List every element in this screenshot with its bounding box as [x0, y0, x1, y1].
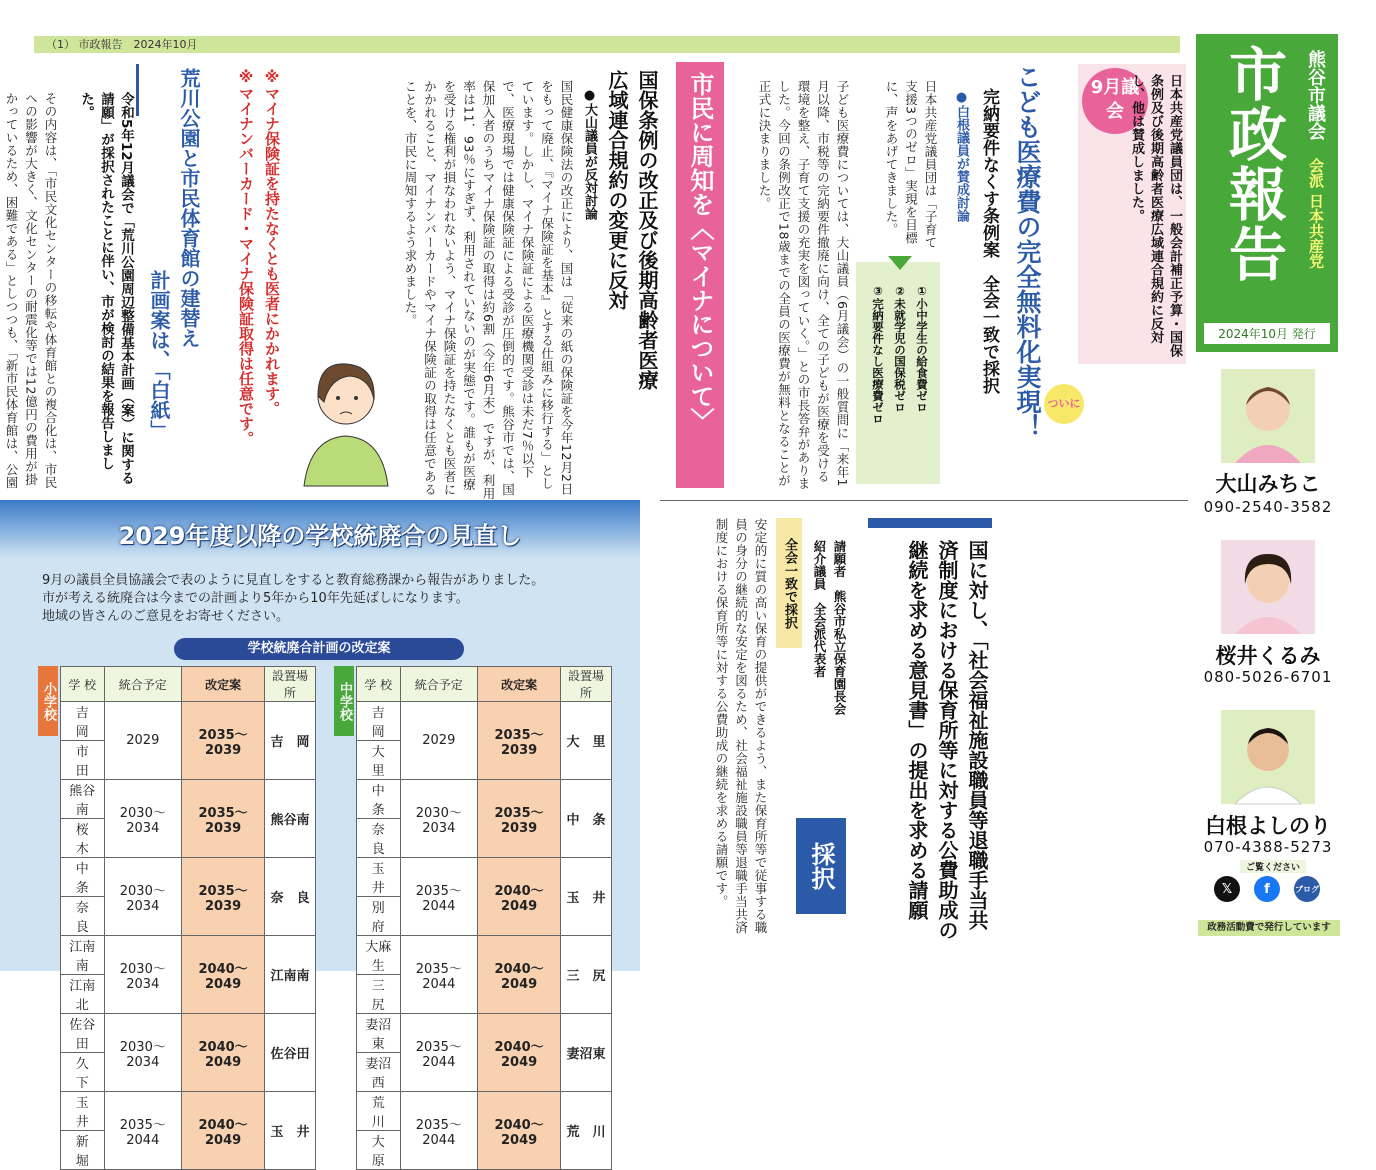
tsuini-badge: ついに: [1044, 384, 1084, 424]
revised-year: 2040～2049: [478, 858, 561, 936]
table-row: [357, 1092, 612, 1131]
site-name: 江南南: [265, 936, 316, 1014]
x-icon[interactable]: 𝕏: [1214, 876, 1240, 902]
contact-label: ご覧ください: [1240, 860, 1306, 873]
site-name: 玉 井: [265, 1092, 316, 1170]
revised-year: 2035～2039: [182, 702, 265, 780]
unanimous-label: 全会一致で採択: [776, 518, 802, 648]
arakawa-headline-2: 計画案は、「白紙」: [147, 270, 171, 440]
zero-list-item: ③完納要件なし医療費ゼロ: [871, 284, 885, 425]
school-name: 江南南: [61, 936, 105, 975]
table-row: [357, 936, 612, 975]
revised-year: 2040～2049: [478, 936, 561, 1014]
member-name: 大山みちこ: [1215, 472, 1321, 496]
zero-list-item: ②未就学児の国保税ゼロ: [893, 284, 907, 413]
revised-year: 2040～2049: [182, 1014, 265, 1092]
school-intro-line: 9月の議員全員協議会で表のように見直しをすると教育総務課から報告がありました。: [42, 573, 545, 588]
kokuho-body: 国民健康保険法の改正により、国は「従来の紙の保険証を今年12月2日をもって廃止、『マイナ保険証を基本』とする仕組みに移行する」としています。しかし、マイナ保険証による医療機関受診は未だ7％以下で、医療現場では健康保険証による受診が圧倒的です。熊谷市では、国保加入者のうちマイナ保険証の取得は約6割（今年6月末）ですが、利用率は11．93％にすぎず、利用されていないのが実態です。誰もが医療を受ける権利が損なわれないよう、マイナ保険証を持たなくとも医者にかかれること、マイナンバーカードやマイナ保険証の取得は任意であることを、市民に周知するよう求めました。: [403, 80, 574, 500]
petition-body: 安定的に質の高い保育の提供ができるよう、また保育所等で従事する職員の身分の継続的な安定を図るため、社会福祉施設職員等退職手当共済制度における保育所等に対する公費助成の継続を求める請願です。: [714, 518, 768, 934]
site-name: 吉 岡: [265, 702, 316, 780]
kokuho-speaker: ●大山議員が反対討論: [582, 88, 597, 220]
kokuho-headline-1: 国保条例の改正及び後期高齢者医療: [635, 70, 659, 390]
blog-icon[interactable]: ブログ: [1294, 876, 1320, 902]
worried-woman-illustration: [300, 352, 392, 486]
arakawa-headline-1: 荒川公園と市民体育館の建替え: [177, 68, 201, 348]
facebook-icon[interactable]: f: [1254, 876, 1280, 902]
revised-year: 2040～2049: [478, 1014, 561, 1092]
school-name: 吉 岡: [357, 702, 401, 741]
member-photo-sakurai: [1221, 540, 1315, 634]
table-row: [61, 1092, 316, 1131]
school-name: 久 下: [61, 1053, 105, 1092]
planned-year: 2030～2034: [104, 858, 181, 936]
table-row: [61, 702, 316, 741]
planned-year: 2035～2044: [400, 1092, 477, 1170]
site-name: 大 里: [561, 702, 612, 780]
adopted-badge: 採択: [796, 818, 846, 914]
masthead-party: 会派 日本共産党: [1307, 158, 1325, 269]
site-name: 熊谷南: [265, 780, 316, 858]
school-name: 新 堀: [61, 1131, 105, 1170]
page-header-strip: [34, 36, 1180, 53]
site-name: 奈 良: [265, 858, 316, 936]
school-name: 市 田: [61, 741, 105, 780]
table-title: 学校統廃合計画の改定案: [174, 638, 464, 660]
school-title: 2029年度以降の学校統廃合の見直し: [118, 522, 522, 550]
planned-year: 2030～2034: [104, 1014, 181, 1092]
planned-year: 2035～2044: [400, 858, 477, 936]
site-name: 佐谷田: [265, 1014, 316, 1092]
revised-year: 2040～2049: [478, 1092, 561, 1170]
september-badge: 9月議会: [1082, 68, 1148, 134]
table-row: [61, 1014, 316, 1053]
planned-year: 2029: [400, 702, 477, 780]
petition-headline: 国に対し、「社会福祉施設職員等退職手当共済制度における保育所等に対する公費助成の継続を求める意見書」の提出を求める請願: [905, 540, 989, 940]
kodomo-subheadline: 完納要件なくす条例案 全会一致で採択: [979, 88, 999, 394]
school-name: 大 里: [357, 741, 401, 780]
revised-year: 2040～2049: [182, 936, 265, 1014]
september-summary-box: [1078, 64, 1186, 364]
school-intro-line: 地域の皆さんのご意見をお寄せください。: [42, 609, 290, 624]
kodomo-body-intro: 日本共産党議員団は「子育て支援3つのゼロ」実現を目標に、声をあげてきました。: [884, 80, 938, 249]
zero-list-item: ①小中学生の給食費ゼロ: [915, 284, 929, 413]
kodomo-headline: こども医療費の完全無料化実現！: [1013, 64, 1042, 439]
school-name: 妻沼東: [357, 1014, 401, 1053]
site-name: 中 条: [561, 780, 612, 858]
arakawa-intro: 令和5年12月議会で「荒川公園周辺整備基本計画（案）に関する請願」が採択されたことに伴い、市が検討の結果を報告しました。: [78, 92, 134, 485]
junior-table: [356, 666, 612, 1170]
school-name: 大麻生: [357, 936, 401, 975]
mynah-note-2: ※マイナンバーカード・マイナ保険証取得は任意です。: [237, 68, 255, 446]
masthead-issue-date: 2024年10月 発行: [1204, 323, 1330, 344]
revised-year: 2040～2049: [182, 1092, 265, 1170]
footer-note: 政務活動費で発行しています: [1198, 920, 1340, 936]
site-name: 三 尻: [561, 936, 612, 1014]
petitioner: 請願者 熊谷市私立保育園長会: [832, 540, 847, 715]
site-name: 荒 川: [561, 1092, 612, 1170]
mynah-banner: 市民に周知を〈マイナについて〉: [676, 62, 724, 488]
revised-year: 2035～2039: [478, 702, 561, 780]
revised-year: 2035～2039: [478, 780, 561, 858]
member-name: 桜井くるみ: [1215, 644, 1321, 668]
table-row: [357, 858, 612, 897]
kodomo-body: 子ども医療費については、大山議員（6月議会）の一般質問に「来年1月以降、市税等の完納要件撤廃に向け、全ての子どもが医療を受ける環境を整え、子育て支援の充実を図っていく。」との市長答弁がありました。今回の条例改正で18歳までの全員の医療費が無料となることが正式に決まりました。: [757, 80, 850, 490]
masthead-title: 市政報告: [1219, 44, 1287, 284]
school-name: 中 条: [61, 858, 105, 897]
member-phone: 070-4388-5273: [1203, 838, 1333, 856]
planned-year: 2035～2044: [104, 1092, 181, 1170]
junior-label: 中学校: [334, 666, 354, 736]
school-name: 玉 井: [357, 858, 401, 897]
school-name: 三 尻: [357, 975, 401, 1014]
table-row: [357, 780, 612, 819]
school-name: 吉 岡: [61, 702, 105, 741]
planned-year: 2035～2044: [400, 936, 477, 1014]
school-consolidation-panel: [0, 500, 640, 1169]
school-name: 桜 木: [61, 819, 105, 858]
col-header: 学 校: [357, 667, 401, 702]
col-header: 改定案: [478, 667, 561, 702]
planned-year: 2030～2034: [400, 780, 477, 858]
col-header: 統合予定: [400, 667, 477, 702]
table-row: [61, 780, 316, 819]
revised-year: 2035～2039: [182, 858, 265, 936]
september-summary: 日本共産党議員団は、一般会計補正予算・国保条例及び後期高齢者医療広域連合規約に反対し、他は賛成しました。: [1129, 74, 1182, 358]
member-phone: 080-5026-6701: [1203, 668, 1333, 686]
col-header: 改定案: [182, 667, 265, 702]
kodomo-speaker: ●白根議員が賛成討論: [954, 90, 969, 222]
school-name: 奈 良: [61, 897, 105, 936]
arakawa-body: その内容は、「市民文化センターの移転や体育館との複合化は、市民への影響が大きく、文化センターの耐震化等では12億円の費用が掛かっているため、困難である」としつつも、「新市民体育館は、公園: [4, 92, 58, 489]
planned-year: 2035～2044: [400, 1014, 477, 1092]
member-name: 白根よしのり: [1205, 814, 1331, 838]
mynah-note-1: ※マイナ保険証を持たなくとも医者にかかれます。: [263, 68, 281, 416]
table-row: [357, 1014, 612, 1053]
site-name: 玉 井: [561, 858, 612, 936]
school-name: 大 原: [357, 1131, 401, 1170]
kokuho-headline-2: 広域連合規約の変更に反対: [605, 70, 629, 310]
zero-list-box: [856, 262, 940, 484]
table-row: [61, 858, 316, 897]
introducer: 紹介議員 全会派代表者: [812, 540, 827, 678]
member-phone: 090-2540-3582: [1203, 498, 1333, 516]
revised-year: 2035～2039: [182, 780, 265, 858]
member-photo-shirane: [1221, 710, 1315, 804]
school-name: 佐谷田: [61, 1014, 105, 1053]
school-name: 熊谷南: [61, 780, 105, 819]
school-name: 中 条: [357, 780, 401, 819]
school-name: 玉 井: [61, 1092, 105, 1131]
site-name: 妻沼東: [561, 1014, 612, 1092]
col-header: 学 校: [61, 667, 105, 702]
masthead-assembly: 熊谷市議会: [1305, 50, 1326, 140]
table-row: [61, 936, 316, 975]
school-name: 妻沼西: [357, 1053, 401, 1092]
col-header: 統合予定: [104, 667, 181, 702]
elementary-table: [60, 666, 316, 1170]
school-name: 奈 良: [357, 819, 401, 858]
planned-year: 2030～2034: [104, 780, 181, 858]
school-name: 江南北: [61, 975, 105, 1014]
planned-year: 2029: [104, 702, 181, 780]
member-photo-oyama: [1221, 369, 1315, 463]
planned-year: 2030～2034: [104, 936, 181, 1014]
school-intro: [42, 572, 544, 626]
col-header: 設置場所: [265, 667, 316, 702]
school-name: 別 府: [357, 897, 401, 936]
col-header: 設置場所: [561, 667, 612, 702]
school-intro-line: 市が考える統廃合は今までの計画より5年から10年先延ばしになります。: [42, 591, 469, 606]
elementary-label: 小学校: [38, 666, 58, 736]
table-row: [357, 702, 612, 741]
masthead: [1196, 34, 1338, 352]
page-header-label: （1） 市政報告 2024年10月: [46, 38, 198, 51]
school-name: 荒 川: [357, 1092, 401, 1131]
